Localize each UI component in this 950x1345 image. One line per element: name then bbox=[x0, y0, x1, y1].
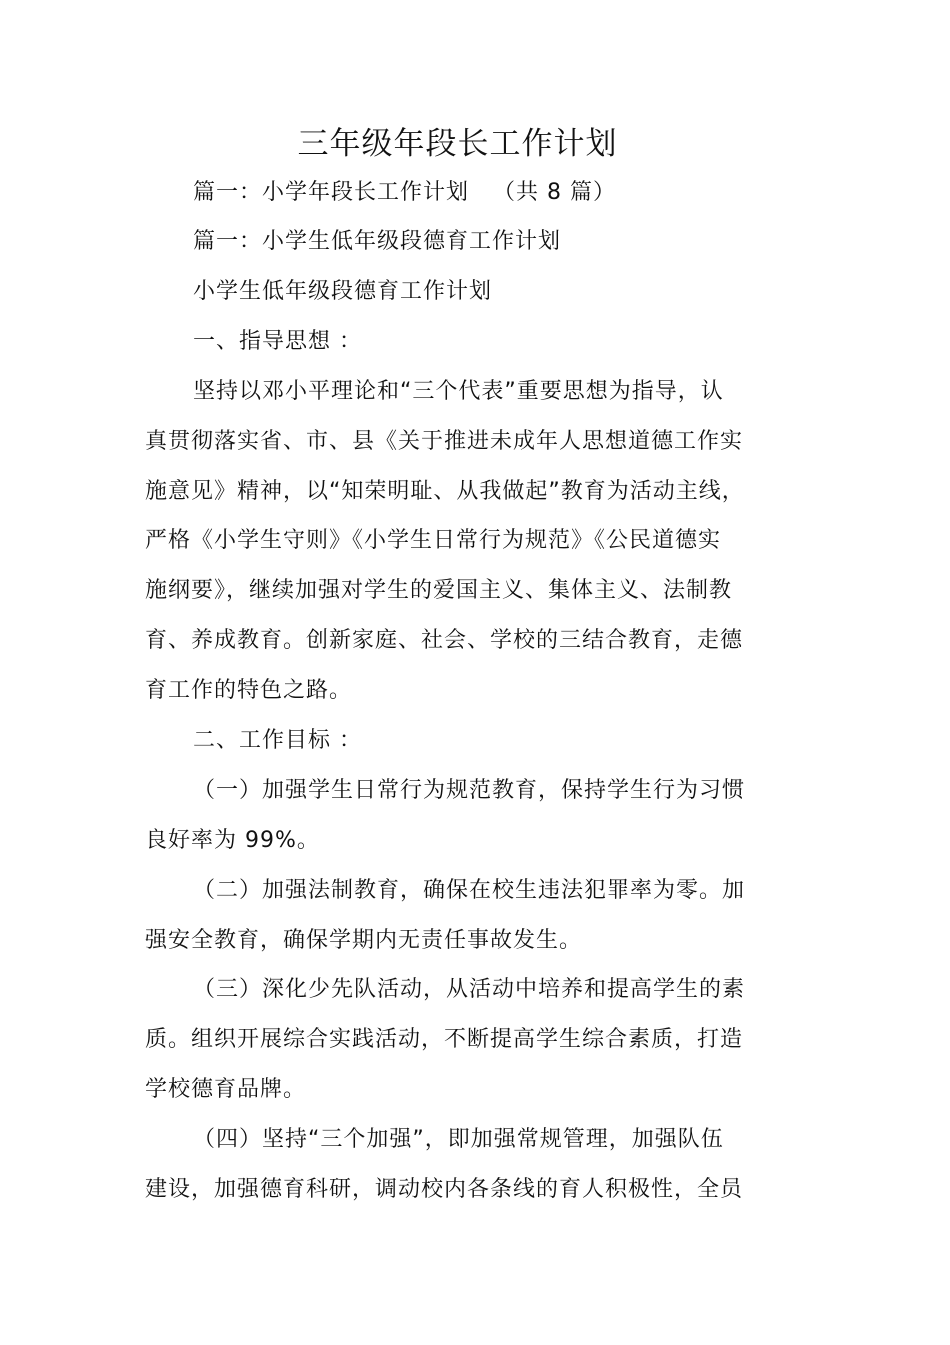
paragraph-line: （三）深化少先队活动，从活动中培养和提高学生的素 bbox=[193, 977, 746, 1002]
paragraph-line: 学校德育品牌。 bbox=[145, 1077, 307, 1102]
paragraph-line: 施纲要》，继续加强对学生的爱国主义、集体主义、法制教 bbox=[145, 578, 733, 603]
paragraph-line: 真贯彻落实省、市、县《关于推进未成年人思想道德工作实 bbox=[145, 429, 744, 454]
paragraph-line: 施意见》精神，以“知荣明耻、从我做起”教育为活动主线， bbox=[145, 479, 745, 504]
series-label: 篇一：小学年段长工作计划 bbox=[193, 180, 470, 205]
paragraph-line: 质。组织开展综合实践活动，不断提高学生综合素质，打造 bbox=[145, 1027, 744, 1052]
series-count: （共 8 篇） bbox=[493, 180, 616, 205]
article-label: 篇一：小学生低年级段德育工作计划 bbox=[193, 229, 562, 254]
paragraph-line: 坚持以邓小平理论和“三个代表”重要思想为指导，认 bbox=[193, 379, 724, 404]
paragraph-line: 建设，加强德育科研，调动校内各条线的育人积极性，全员 bbox=[145, 1177, 744, 1202]
article-title: 小学生低年级段德育工作计划 bbox=[193, 279, 493, 304]
section-heading-guiding: 一、指导思想 ： bbox=[193, 329, 362, 354]
paragraph-line: 良好率为 99%。 bbox=[145, 828, 320, 853]
series-heading bbox=[193, 178, 616, 208]
paragraph-line: （四）坚持“三个加强”，即加强常规管理，加强队伍 bbox=[193, 1127, 724, 1152]
document-title: 三年级年段长工作计划 bbox=[297, 126, 618, 162]
paragraph-line: 育工作的特色之路。 bbox=[145, 678, 353, 703]
paragraph-line: 严格《小学生守则》《小学生日常行为规范》《公民道德实 bbox=[145, 528, 722, 553]
paragraph-line: （二）加强法制教育，确保在校生违法犯罪率为零。加 bbox=[193, 878, 746, 903]
section-heading-goals: 二、工作目标 ： bbox=[193, 728, 362, 753]
paragraph-line: （一）加强学生日常行为规范教育，保持学生行为习惯 bbox=[193, 778, 746, 803]
paragraph-line: 育、养成教育。创新家庭、社会、学校的三结合教育，走德 bbox=[145, 628, 744, 653]
paragraph-line: 强安全教育，确保学期内无责任事故发生。 bbox=[145, 928, 583, 953]
